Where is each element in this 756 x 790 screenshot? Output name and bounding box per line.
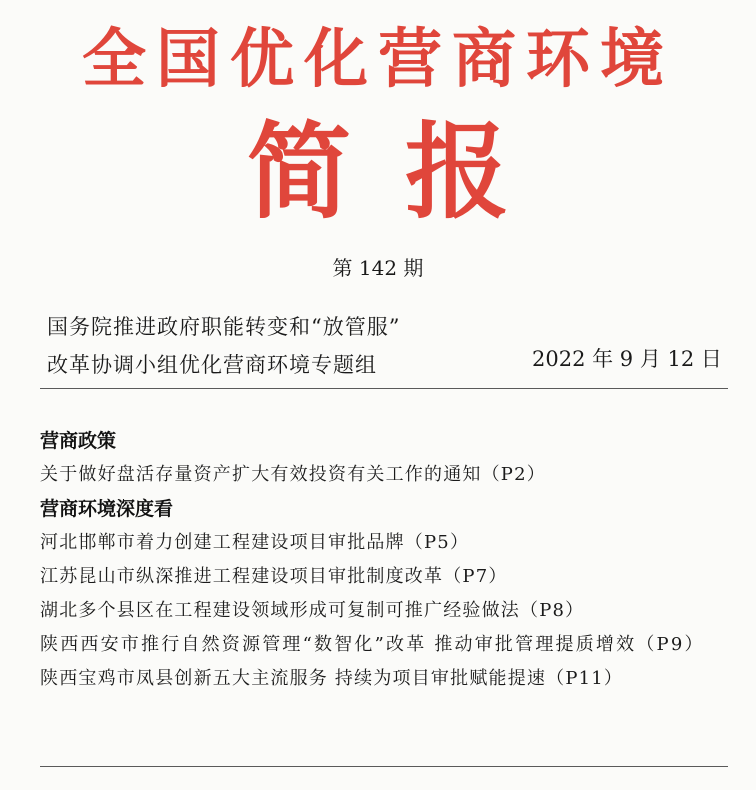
publication-date: 2022 年 9 月 12 日 [532,347,722,371]
toc-item: 江苏昆山市纵深推进工程建设项目审批制度改革（P7） [40,566,508,587]
toc-item: 陕西宝鸡市凤县创新五大主流服务 持续为项目审批赋能提速（P11） [40,668,624,689]
toc-item: 关于做好盘活存量资产扩大有效投资有关工作的通知（P2） [40,464,546,485]
publisher [47,308,400,384]
table-of-contents [40,424,740,696]
footer-divider [40,766,728,767]
publisher-line-2: 改革协调小组优化营商环境专题组 [47,353,377,377]
toc-item: 河北邯郸市着力创建工程建设项目审批品牌（P5） [40,532,470,553]
section-heading-policy: 营商政策 [40,430,117,452]
header-divider [40,388,728,389]
masthead-subtitle: 简报 [246,110,563,233]
issue-number: 第 142 期 [332,256,424,280]
toc-item: 湖北多个县区在工程建设领域形成可复制可推广经验做法（P8） [40,600,585,621]
publisher-line-1: 国务院推进政府职能转变和“放管服” [47,315,401,339]
section-heading-in-depth: 营商环境深度看 [40,498,174,520]
masthead-title: 全国优化营商环境 [82,22,674,97]
toc-item: 陕西西安市推行自然资源管理“数智化”改革 推动审批管理提质增效（P9） [40,634,705,655]
